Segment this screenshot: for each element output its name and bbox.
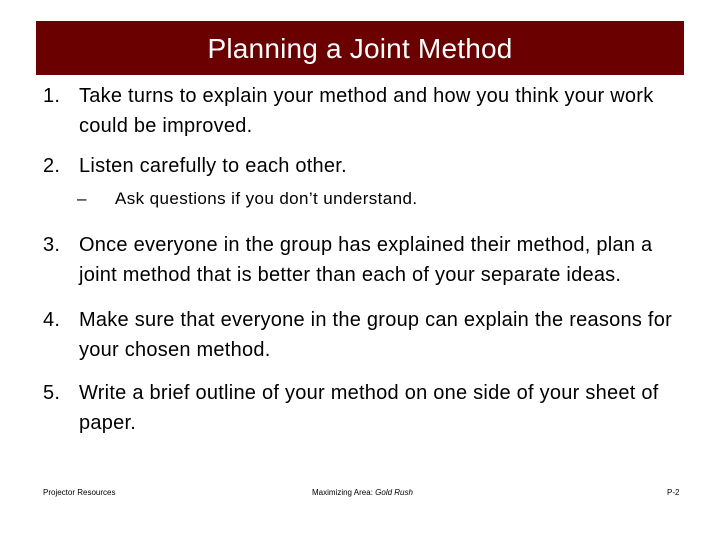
title-bar — [36, 21, 684, 75]
list-item-3 — [43, 230, 693, 290]
list-item-text: Write a brief outline of your method on one side of your sheet of paper. — [79, 382, 659, 434]
list-item-text: Listen carefully to each other. — [79, 155, 347, 177]
list-item-text: Make sure that everyone in the group can explain the reasons for your chosen method. — [79, 309, 673, 361]
list-item-text: Take turns to explain your method and how you think your work could be improved. — [79, 85, 654, 137]
list-item-text: Once everyone in the group has explained their method, plan a joint method that is better than each of your separate ideas. — [79, 234, 653, 286]
list-item-number: 3. — [43, 234, 61, 256]
list-item-2 — [43, 151, 693, 181]
sub-list-item-text: Ask questions if you don’t understand. — [115, 189, 418, 208]
footer-lesson-prefix: Maximizing Area: — [312, 488, 376, 497]
sub-bullet-dash: – — [77, 189, 87, 208]
footer-page-number: P-2 — [667, 488, 680, 497]
list-item-number: 1. — [43, 85, 61, 107]
slide-title: Planning a Joint Method — [207, 33, 513, 64]
footer-lesson-course: Gold Rush — [375, 488, 413, 497]
list-item-number: 4. — [43, 309, 61, 331]
footer-source: Projector Resources — [43, 488, 116, 497]
list-item-number: 5. — [43, 382, 61, 404]
footer-lesson-title — [312, 488, 413, 498]
sub-list-item — [77, 186, 418, 212]
list-item-5 — [43, 378, 693, 438]
list-item-1 — [43, 81, 693, 141]
list-item-4 — [43, 305, 693, 365]
list-item-number: 2. — [43, 155, 61, 177]
